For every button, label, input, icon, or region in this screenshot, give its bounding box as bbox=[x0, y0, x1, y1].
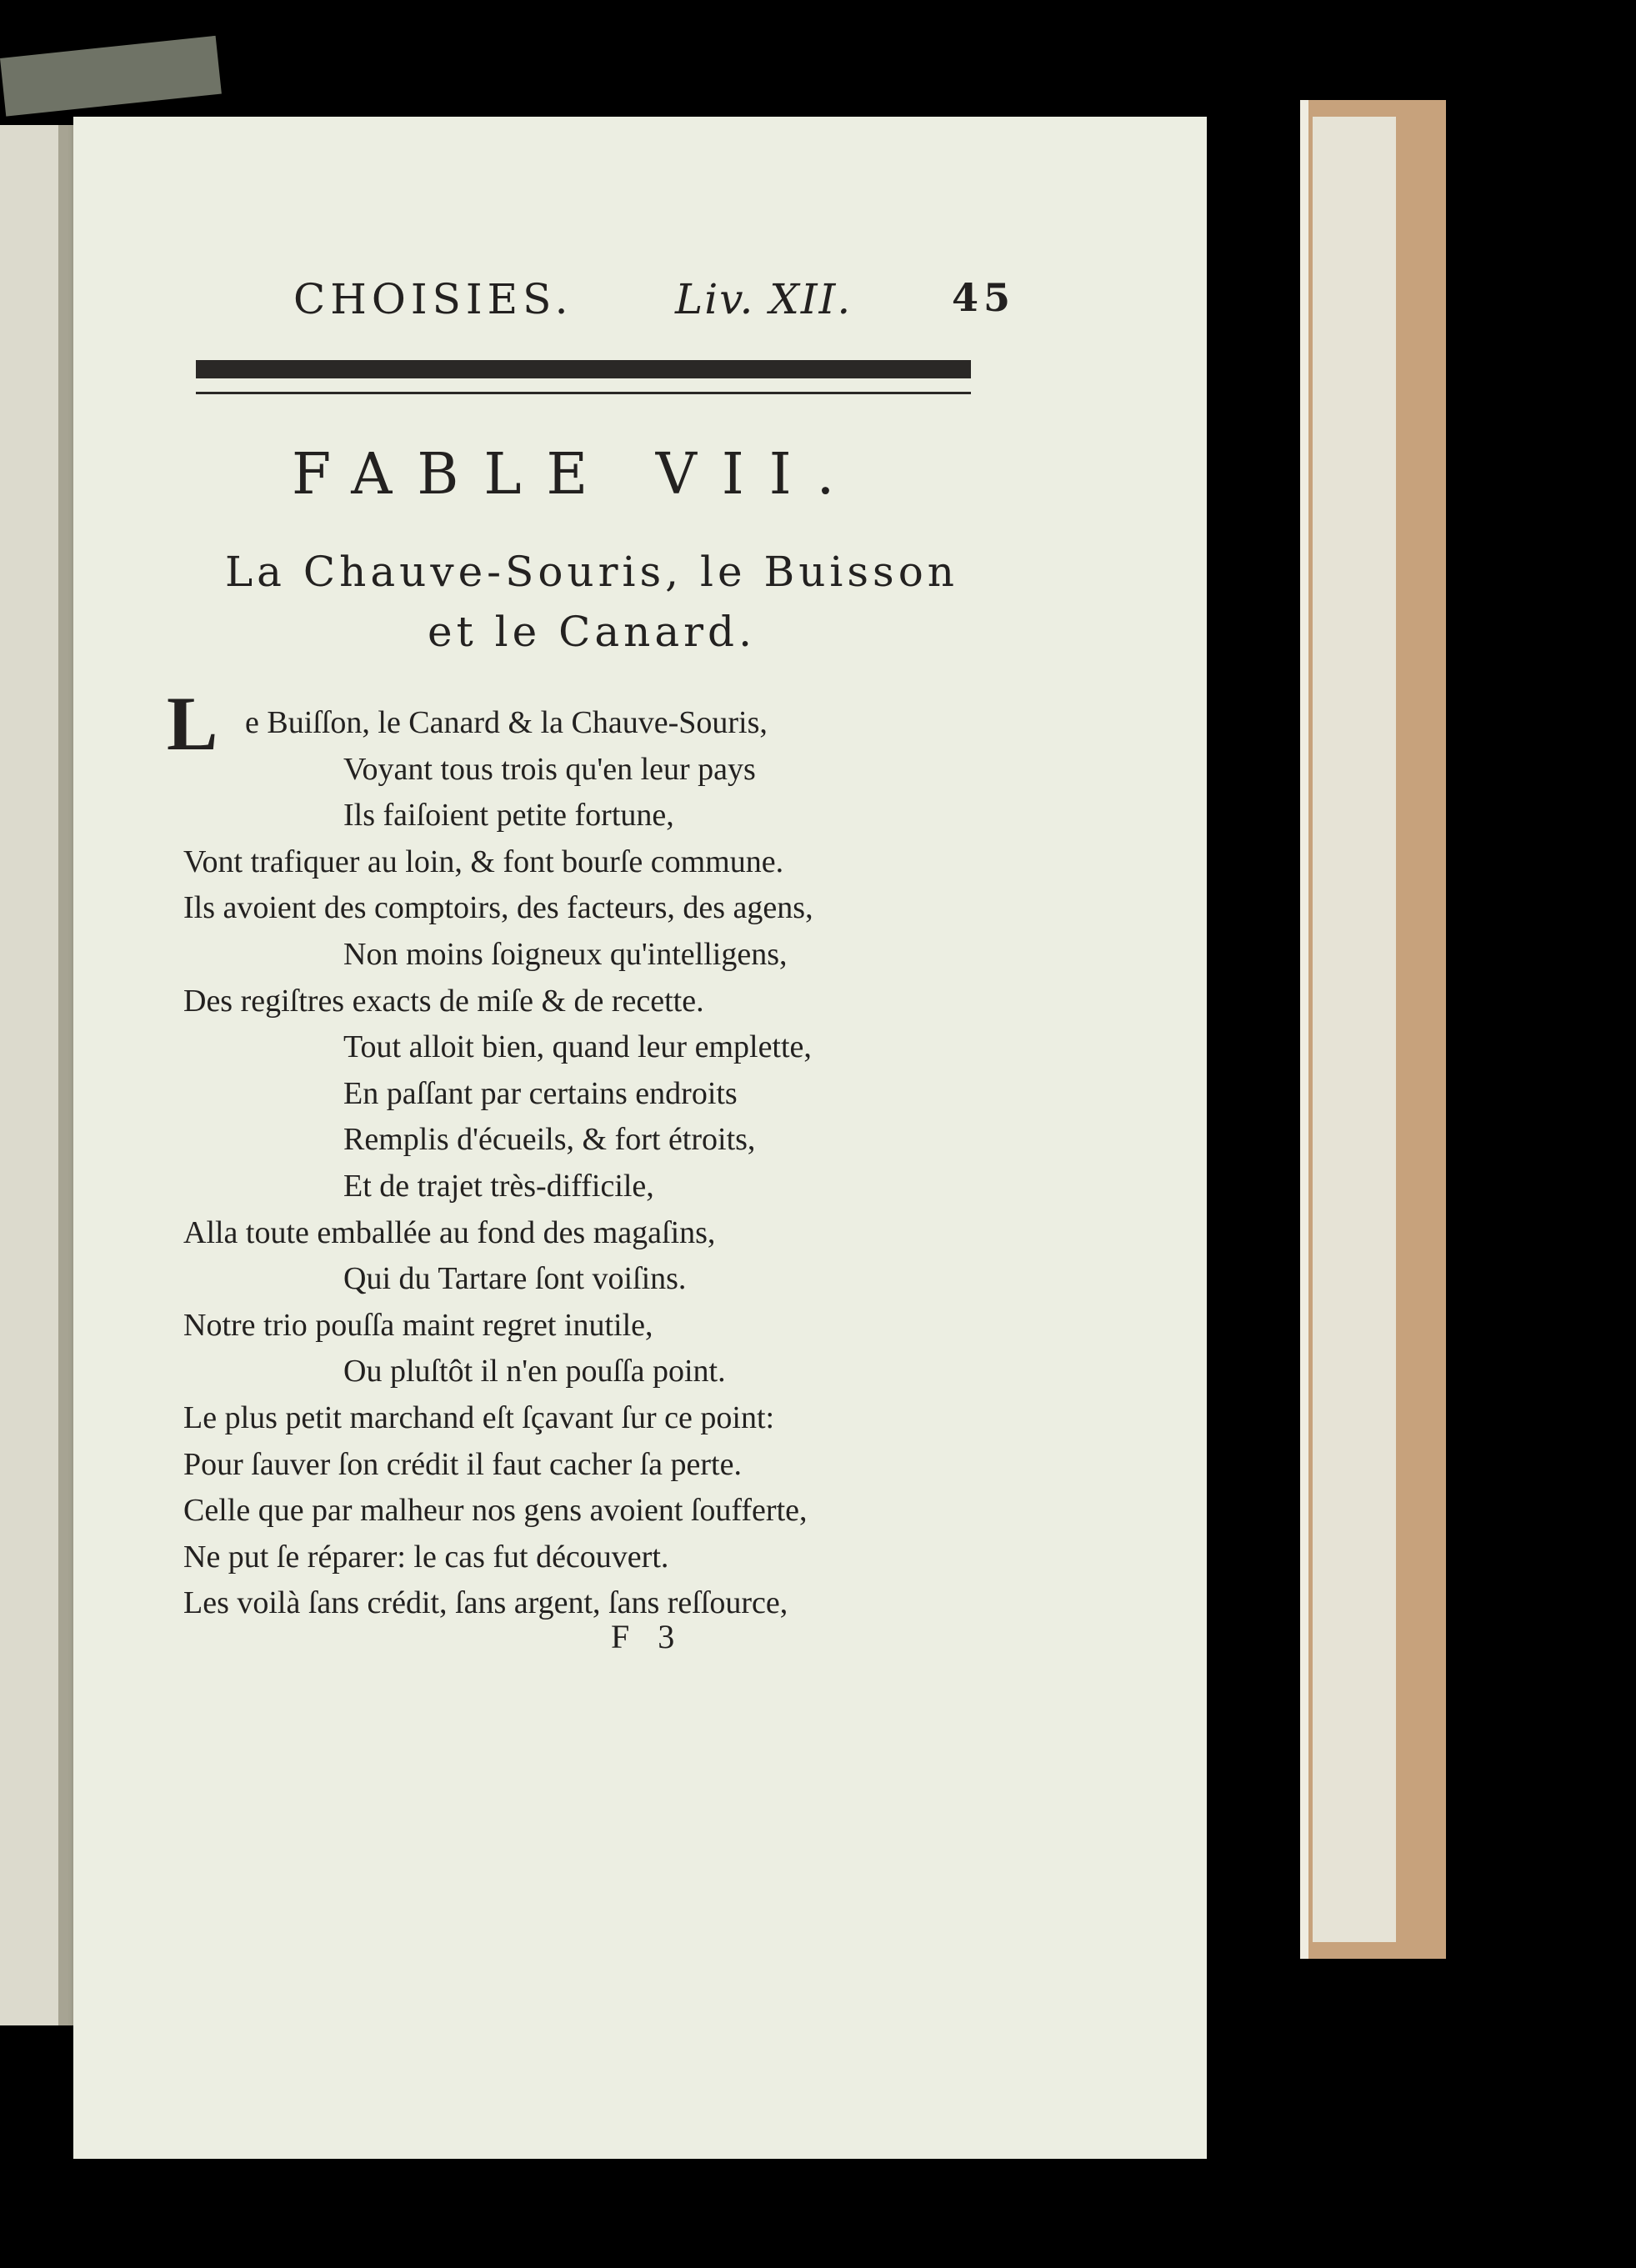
verse-line-text: Ne put ſe réparer: le cas fut découvert. bbox=[183, 1539, 669, 1575]
verse-line bbox=[167, 681, 1017, 766]
verse-line-text: Voyant tous trois qu'en leur pays bbox=[343, 751, 756, 787]
verse-line-text: Non moins ſoigneux qu'intelligens, bbox=[343, 936, 788, 972]
verse-line bbox=[183, 1395, 1017, 1442]
verse-line-text: Qui du Tartare ſont voiſins. bbox=[343, 1261, 687, 1297]
verse-line-text: Alla toute emballée au fond des magaſins, bbox=[183, 1214, 716, 1250]
verse-line-text: Notre trio pouſſa maint regret inutile, bbox=[183, 1307, 653, 1343]
verse-line bbox=[183, 1488, 1017, 1535]
page-number: 45 bbox=[952, 275, 1016, 320]
verse-line-text: Tout alloit bien, quand leur emplette, bbox=[343, 1029, 812, 1065]
signature-mark: F 3 bbox=[611, 1618, 685, 1655]
verse-line-text: Ils avoient des comptoirs, des facteurs, des agens, bbox=[183, 890, 813, 926]
verse-line bbox=[183, 1164, 1017, 1210]
fable-subtitle bbox=[192, 542, 992, 662]
verse-line bbox=[183, 1303, 1017, 1349]
verse-line-text: Vont trafiquer au loin, & font bourſe commune. bbox=[183, 844, 784, 879]
verse-line-text: Les voilà ſans crédit, ſans argent, ſans reſſource, bbox=[183, 1585, 788, 1621]
verse-line-text: Remplis d'écueils, & fort étroits, bbox=[343, 1122, 756, 1158]
verse-line bbox=[183, 1349, 1017, 1395]
verse-line-text: Celle que par malheur nos gens avoient ſoufferte, bbox=[183, 1493, 808, 1529]
verse-line-text: e Buiſſon, le Canard & la Chauve-Souris, bbox=[245, 705, 768, 740]
thin-rule bbox=[196, 392, 971, 394]
drop-cap: L bbox=[167, 681, 218, 766]
verse-line bbox=[183, 839, 1017, 886]
verse-line bbox=[183, 1580, 1017, 1627]
verse-line-text: Ou pluſtôt il n'en pouſſa point. bbox=[343, 1354, 726, 1389]
verse-line bbox=[183, 1442, 1017, 1489]
verse-line bbox=[183, 932, 1017, 979]
verse-line bbox=[183, 979, 1017, 1025]
verse-line-text: Et de trajet très-difficile, bbox=[343, 1168, 654, 1204]
fable-verse bbox=[167, 681, 1017, 1627]
fable-number: FABLE VII. bbox=[292, 442, 860, 508]
verse-line bbox=[183, 885, 1017, 932]
verse-line bbox=[183, 1024, 1017, 1071]
gutter-shadow bbox=[58, 125, 73, 2025]
running-head-title: CHOISIES. bbox=[293, 275, 573, 323]
running-head-book: Liv. XII. bbox=[675, 275, 853, 323]
running-head bbox=[293, 275, 1127, 325]
verse-line bbox=[183, 1256, 1017, 1303]
verse-line bbox=[183, 1210, 1017, 1257]
verse-line-text: Ils faiſoient petite fortune, bbox=[343, 798, 674, 834]
verse-line bbox=[183, 1071, 1017, 1118]
verse-line bbox=[183, 747, 1017, 794]
verse-line-text: Pour ſauver ſon crédit il faut cacher ſa perte. bbox=[183, 1446, 742, 1482]
subtitle-line: La Chauve-Souris, le Buisson bbox=[224, 548, 959, 596]
ornamental-rule bbox=[196, 360, 971, 378]
verse-line bbox=[183, 1535, 1017, 1581]
verse-line-text: Le plus petit marchand eſt ſçavant ſur ce point: bbox=[183, 1399, 775, 1435]
verse-line bbox=[183, 1117, 1017, 1164]
verse-line bbox=[183, 793, 1017, 839]
binding-cloth bbox=[0, 36, 222, 117]
page-block-edge bbox=[1313, 117, 1396, 1942]
verse-line-text: Des regiſtres exacts de miſe & de recette. bbox=[183, 983, 704, 1019]
subtitle-line: et le Canard. bbox=[428, 608, 756, 656]
verse-line-text: En paſſant par certains endroits bbox=[343, 1075, 738, 1111]
